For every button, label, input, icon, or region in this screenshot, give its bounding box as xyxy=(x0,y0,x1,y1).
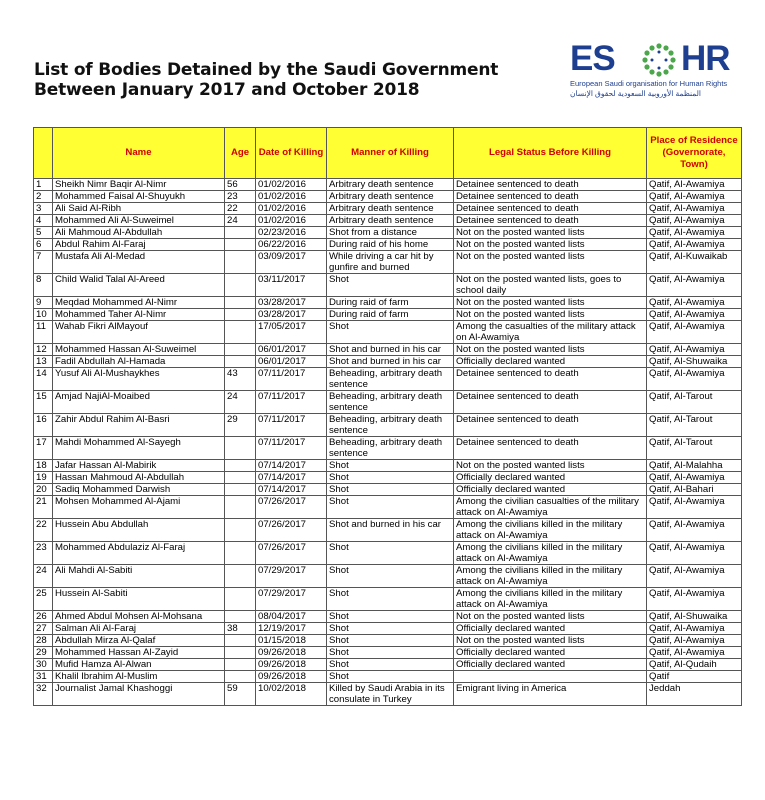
cell-age: 23 xyxy=(225,191,256,203)
table-row xyxy=(34,309,742,321)
cell-date: 08/04/2017 xyxy=(256,611,327,623)
cell-age xyxy=(225,321,256,344)
cell-number: 11 xyxy=(34,321,53,344)
cell-status: Not on the posted wanted lists xyxy=(454,297,647,309)
cell-manner: Shot xyxy=(327,635,454,647)
cell-number: 17 xyxy=(34,437,53,460)
cell-number: 30 xyxy=(34,659,53,671)
cell-place: Qatif, Al-Shuwaika xyxy=(647,611,742,623)
cell-age: 22 xyxy=(225,203,256,215)
cell-date: 01/15/2018 xyxy=(256,635,327,647)
cell-manner: During raid of farm xyxy=(327,297,454,309)
cell-age xyxy=(225,659,256,671)
cell-status: Officially declared wanted xyxy=(454,484,647,496)
cell-manner: Shot and burned in his car xyxy=(327,519,454,542)
cell-number: 19 xyxy=(34,472,53,484)
cell-place: Qatif, Al-Awamiya xyxy=(647,542,742,565)
table-row xyxy=(34,437,742,460)
cell-manner: Shot xyxy=(327,659,454,671)
cell-name: Abdullah Mirza Al-Qalaf xyxy=(53,635,225,647)
cell-status: Officially declared wanted xyxy=(454,472,647,484)
cell-place: Qatif, Al-Awamiya xyxy=(647,472,742,484)
cell-name: Mohsen Mohammed Al-Ajami xyxy=(53,496,225,519)
table-row xyxy=(34,391,742,414)
cell-date: 02/23/2016 xyxy=(256,227,327,239)
cell-age xyxy=(225,227,256,239)
cell-status: Among the civilians killed in the military attack on Al-Awamiya xyxy=(454,565,647,588)
table-row xyxy=(34,472,742,484)
cell-age: 56 xyxy=(225,179,256,191)
cell-manner: Shot xyxy=(327,484,454,496)
cell-place: Qatif, Al-Tarout xyxy=(647,414,742,437)
cell-manner: Arbitrary death sentence xyxy=(327,179,454,191)
cell-age xyxy=(225,344,256,356)
cell-manner: Shot xyxy=(327,623,454,635)
cell-manner: Shot xyxy=(327,472,454,484)
cell-age: 38 xyxy=(225,623,256,635)
header-date: Date of Killing xyxy=(256,128,327,179)
cell-name: Salman Ali Al-Faraj xyxy=(53,623,225,635)
cell-age xyxy=(225,251,256,274)
header-number xyxy=(34,128,53,179)
cell-manner: Shot xyxy=(327,542,454,565)
cell-status: Detainee sentenced to death xyxy=(454,203,647,215)
cell-status: Not on the posted wanted lists xyxy=(454,251,647,274)
cell-status: Not on the posted wanted lists xyxy=(454,611,647,623)
table-row xyxy=(34,227,742,239)
cell-number: 7 xyxy=(34,251,53,274)
cell-number: 20 xyxy=(34,484,53,496)
cell-manner: Shot xyxy=(327,671,454,683)
cell-date: 17/05/2017 xyxy=(256,321,327,344)
cell-name: Yusuf Ali Al-Mushaykhes xyxy=(53,368,225,391)
cell-age xyxy=(225,565,256,588)
table-row xyxy=(34,414,742,437)
cell-number: 29 xyxy=(34,647,53,659)
cell-age xyxy=(225,460,256,472)
cell-status: Detainee sentenced to death xyxy=(454,215,647,227)
cell-number: 21 xyxy=(34,496,53,519)
cell-status: Emigrant living in America xyxy=(454,683,647,706)
header-manner: Manner of Killing xyxy=(327,128,454,179)
cell-number: 14 xyxy=(34,368,53,391)
cell-number: 8 xyxy=(34,274,53,297)
cell-number: 16 xyxy=(34,414,53,437)
cell-name: Mohammed Faisal Al-Shuyukh xyxy=(53,191,225,203)
cell-manner: Shot and burned in his car xyxy=(327,356,454,368)
cell-number: 15 xyxy=(34,391,53,414)
bodies-table xyxy=(33,127,742,706)
cell-name: Sheikh Nimr Baqir Al-Nimr xyxy=(53,179,225,191)
cell-place: Qatif, Al-Awamiya xyxy=(647,368,742,391)
cell-place: Qatif, Al-Awamiya xyxy=(647,635,742,647)
table-row xyxy=(34,659,742,671)
cell-manner: Beheading, arbitrary death sentence xyxy=(327,391,454,414)
logo-wordmark xyxy=(570,40,742,78)
cell-manner: During raid of farm xyxy=(327,309,454,321)
cell-name: Amjad NajiAl-Moaibed xyxy=(53,391,225,414)
cell-status: Officially declared wanted xyxy=(454,623,647,635)
cell-manner: Arbitrary death sentence xyxy=(327,215,454,227)
cell-manner: Shot xyxy=(327,321,454,344)
cell-place: Qatif, Al-Tarout xyxy=(647,437,742,460)
table-row xyxy=(34,635,742,647)
cell-place: Qatif, Al-Awamiya xyxy=(647,239,742,251)
cell-manner: Killed by Saudi Arabia in its consulate in Turkey xyxy=(327,683,454,706)
cell-name: Fadil Abdullah Al-Hamada xyxy=(53,356,225,368)
table-header-row xyxy=(34,128,742,179)
cell-date: 07/14/2017 xyxy=(256,460,327,472)
cell-name: Ahmed Abdul Mohsen Al-Mohsana xyxy=(53,611,225,623)
cell-place: Qatif, Al-Awamiya xyxy=(647,179,742,191)
cell-manner: Shot and burned in his car xyxy=(327,344,454,356)
cell-age: 24 xyxy=(225,215,256,227)
cell-place: Qatif, Al-Awamiya xyxy=(647,519,742,542)
cell-age xyxy=(225,274,256,297)
table-row xyxy=(34,239,742,251)
cell-name: Child Walid Talal Al-Areed xyxy=(53,274,225,297)
cell-age xyxy=(225,309,256,321)
cell-number: 26 xyxy=(34,611,53,623)
table-row xyxy=(34,588,742,611)
cell-date: 09/26/2018 xyxy=(256,659,327,671)
cell-date: 01/02/2016 xyxy=(256,203,327,215)
table-row xyxy=(34,671,742,683)
cell-status xyxy=(454,671,647,683)
cell-status: Not on the posted wanted lists xyxy=(454,239,647,251)
cell-date: 03/28/2017 xyxy=(256,297,327,309)
cell-date: 06/01/2017 xyxy=(256,356,327,368)
cell-status: Among the civilians killed in the military attack on Al-Awamiya xyxy=(454,588,647,611)
table-row xyxy=(34,611,742,623)
cell-place: Qatif, Al-Kuwaikab xyxy=(647,251,742,274)
cell-status: Among the civilians killed in the military attack on Al-Awamiya xyxy=(454,542,647,565)
cell-status: Not on the posted wanted lists xyxy=(454,635,647,647)
cell-age: 43 xyxy=(225,368,256,391)
logo-subtitle: European Saudi organisation for Human Rights xyxy=(570,79,728,88)
table-row xyxy=(34,191,742,203)
cell-status: Officially declared wanted xyxy=(454,659,647,671)
cell-place: Qatif, Al-Awamiya xyxy=(647,321,742,344)
cell-manner: Shot xyxy=(327,274,454,297)
cell-number: 23 xyxy=(34,542,53,565)
cell-age xyxy=(225,542,256,565)
table-row xyxy=(34,251,742,274)
cell-number: 22 xyxy=(34,519,53,542)
cell-age xyxy=(225,356,256,368)
title-line-1: List of Bodies Detained by the Saudi Government xyxy=(34,60,499,80)
cell-number: 13 xyxy=(34,356,53,368)
cell-status: Detainee sentenced to death xyxy=(454,437,647,460)
cell-name: Meqdad Mohammed Al-Nimr xyxy=(53,297,225,309)
header-place: Place of Residence (Governorate, Town) xyxy=(647,128,742,179)
table-row xyxy=(34,321,742,344)
cell-number: 32 xyxy=(34,683,53,706)
cell-place: Qatif, Al-Tarout xyxy=(647,391,742,414)
cell-age: 59 xyxy=(225,683,256,706)
cell-date: 01/02/2016 xyxy=(256,179,327,191)
logo-arabic-subtitle: المنظمة الأوروبية السعودية لحقوق الإنسان xyxy=(570,89,701,98)
cell-age xyxy=(225,519,256,542)
cell-name: Mohammed Ali Al-Suweimel xyxy=(53,215,225,227)
cell-name: Wahab Fikri AlMayouf xyxy=(53,321,225,344)
cell-name: Sadiq Mohammed Darwish xyxy=(53,484,225,496)
cell-name: Journalist Jamal Khashoggi xyxy=(53,683,225,706)
cell-name: Ali Mahmoud Al-Abdullah xyxy=(53,227,225,239)
cell-status: Detainee sentenced to death xyxy=(454,179,647,191)
cell-manner: Arbitrary death sentence xyxy=(327,191,454,203)
cell-date: 07/26/2017 xyxy=(256,496,327,519)
cell-status: Officially declared wanted xyxy=(454,647,647,659)
cell-status: Detainee sentenced to death xyxy=(454,368,647,391)
table-row xyxy=(34,179,742,191)
cell-number: 3 xyxy=(34,203,53,215)
cell-manner: Shot xyxy=(327,588,454,611)
cell-number: 5 xyxy=(34,227,53,239)
esohr-logo xyxy=(570,40,742,110)
table-row xyxy=(34,647,742,659)
cell-name: Mohammed Hassan Al-Suweimel xyxy=(53,344,225,356)
cell-name: Ali Said Al-Ribh xyxy=(53,203,225,215)
cell-manner: Beheading, arbitrary death sentence xyxy=(327,414,454,437)
cell-place: Qatif, Al-Awamiya xyxy=(647,309,742,321)
cell-age: 24 xyxy=(225,391,256,414)
cell-number: 10 xyxy=(34,309,53,321)
table-row xyxy=(34,215,742,227)
cell-status: Not on the posted wanted lists xyxy=(454,309,647,321)
cell-date: 07/11/2017 xyxy=(256,368,327,391)
cell-place: Qatif, Al-Awamiya xyxy=(647,623,742,635)
cell-status: Officially declared wanted xyxy=(454,356,647,368)
cell-status: Detainee sentenced to death xyxy=(454,414,647,437)
cell-age xyxy=(225,635,256,647)
cell-manner: Shot xyxy=(327,460,454,472)
cell-name: Ali Mahdi Al-Sabiti xyxy=(53,565,225,588)
cell-place: Qatif, Al-Qudaih xyxy=(647,659,742,671)
table-row xyxy=(34,344,742,356)
cell-number: 6 xyxy=(34,239,53,251)
cell-number: 25 xyxy=(34,588,53,611)
cell-date: 07/26/2017 xyxy=(256,542,327,565)
cell-age xyxy=(225,437,256,460)
cell-name: Mustafa Ali Al-Medad xyxy=(53,251,225,274)
table-row xyxy=(34,623,742,635)
cell-place: Qatif, Al-Awamiya xyxy=(647,191,742,203)
cell-date: 06/22/2016 xyxy=(256,239,327,251)
table-row xyxy=(34,368,742,391)
cell-name: Hussein Abu Abdullah xyxy=(53,519,225,542)
cell-date: 09/26/2018 xyxy=(256,647,327,659)
cell-name: Hussein Al-Sabiti xyxy=(53,588,225,611)
document-title xyxy=(34,60,498,100)
cell-name: Mufid Hamza Al-Alwan xyxy=(53,659,225,671)
cell-date: 07/26/2017 xyxy=(256,519,327,542)
cell-age xyxy=(225,671,256,683)
cell-manner: During raid of his home xyxy=(327,239,454,251)
cell-manner: Shot xyxy=(327,496,454,519)
cell-age xyxy=(225,484,256,496)
table-row xyxy=(34,519,742,542)
cell-date: 12/19/2017 xyxy=(256,623,327,635)
cell-date: 03/09/2017 xyxy=(256,251,327,274)
cell-date: 01/02/2016 xyxy=(256,215,327,227)
cell-status: Not on the posted wanted lists, goes to school daily xyxy=(454,274,647,297)
cell-name: Mahdi Mohammed Al-Sayegh xyxy=(53,437,225,460)
cell-place: Qatif, Al-Awamiya xyxy=(647,203,742,215)
cell-manner: Beheading, arbitrary death sentence xyxy=(327,437,454,460)
cell-date: 07/11/2017 xyxy=(256,414,327,437)
cell-status: Detainee sentenced to death xyxy=(454,391,647,414)
cell-place: Jeddah xyxy=(647,683,742,706)
cell-number: 1 xyxy=(34,179,53,191)
header-name: Name xyxy=(53,128,225,179)
cell-name: Mohammed Abdulaziz Al-Faraj xyxy=(53,542,225,565)
cell-status: Among the civilian casualties of the military attack on Al-Awamiya xyxy=(454,496,647,519)
cell-name: Mohammed Taher Al-Nimr xyxy=(53,309,225,321)
cell-date: 07/14/2017 xyxy=(256,472,327,484)
logo-es: ES xyxy=(570,39,615,78)
header-age: Age xyxy=(225,128,256,179)
table-row xyxy=(34,297,742,309)
cell-manner: Shot xyxy=(327,647,454,659)
cell-date: 06/01/2017 xyxy=(256,344,327,356)
header-status: Legal Status Before Killing xyxy=(454,128,647,179)
cell-status: Not on the posted wanted lists xyxy=(454,227,647,239)
cell-name: Abdul Rahim Al-Faraj xyxy=(53,239,225,251)
cell-place: Qatif, Al-Awamiya xyxy=(647,647,742,659)
cell-number: 18 xyxy=(34,460,53,472)
cell-manner: While driving a car hit by gunfire and burned xyxy=(327,251,454,274)
cell-place: Qatif, Al-Awamiya xyxy=(647,344,742,356)
cell-age: 29 xyxy=(225,414,256,437)
table-row xyxy=(34,496,742,519)
cell-place: Qatif xyxy=(647,671,742,683)
cell-status: Among the casualties of the military attack on Al-Awamiya xyxy=(454,321,647,344)
table-row xyxy=(34,542,742,565)
cell-place: Qatif, Al-Awamiya xyxy=(647,227,742,239)
cell-date: 03/11/2017 xyxy=(256,274,327,297)
cell-number: 28 xyxy=(34,635,53,647)
cell-place: Qatif, Al-Malahha xyxy=(647,460,742,472)
cell-name: Hassan Mahmoud Al-Abdullah xyxy=(53,472,225,484)
cell-age xyxy=(225,647,256,659)
cell-manner: Shot xyxy=(327,611,454,623)
cell-manner: Arbitrary death sentence xyxy=(327,203,454,215)
cell-place: Qatif, Al-Shuwaika xyxy=(647,356,742,368)
cell-place: Qatif, Al-Awamiya xyxy=(647,297,742,309)
cell-place: Qatif, Al-Bahari xyxy=(647,484,742,496)
cell-date: 07/11/2017 xyxy=(256,437,327,460)
cell-date: 09/26/2018 xyxy=(256,671,327,683)
table-row xyxy=(34,274,742,297)
cell-date: 07/29/2017 xyxy=(256,565,327,588)
cell-place: Qatif, Al-Awamiya xyxy=(647,565,742,588)
cell-place: Qatif, Al-Awamiya xyxy=(647,215,742,227)
cell-age xyxy=(225,496,256,519)
cell-date: 01/02/2016 xyxy=(256,191,327,203)
cell-status: Not on the posted wanted lists xyxy=(454,344,647,356)
cell-name: Zahir Abdul Rahim Al-Basri xyxy=(53,414,225,437)
cell-number: 31 xyxy=(34,671,53,683)
cell-manner: Shot xyxy=(327,565,454,588)
cell-age xyxy=(225,472,256,484)
cell-age xyxy=(225,588,256,611)
cell-name: Khalil Ibrahim Al-Muslim xyxy=(53,671,225,683)
cell-name: Jafar Hassan Al-Mabirik xyxy=(53,460,225,472)
logo-hr: HR xyxy=(681,39,730,78)
table-row xyxy=(34,356,742,368)
cell-date: 07/29/2017 xyxy=(256,588,327,611)
star-circle-icon xyxy=(642,43,676,77)
cell-date: 03/28/2017 xyxy=(256,309,327,321)
table-row xyxy=(34,565,742,588)
cell-number: 4 xyxy=(34,215,53,227)
cell-manner: Shot from a distance xyxy=(327,227,454,239)
title-line-2: Between January 2017 and October 2018 xyxy=(34,80,420,100)
cell-manner: Beheading, arbitrary death sentence xyxy=(327,368,454,391)
cell-date: 07/14/2017 xyxy=(256,484,327,496)
cell-number: 2 xyxy=(34,191,53,203)
cell-age xyxy=(225,297,256,309)
cell-place: Qatif, Al-Awamiya xyxy=(647,274,742,297)
table-row xyxy=(34,683,742,706)
cell-status: Among the civilians killed in the military attack on Al-Awamiya xyxy=(454,519,647,542)
cell-age xyxy=(225,239,256,251)
table-row xyxy=(34,460,742,472)
cell-number: 12 xyxy=(34,344,53,356)
cell-age xyxy=(225,611,256,623)
cell-status: Not on the posted wanted lists xyxy=(454,460,647,472)
cell-date: 10/02/2018 xyxy=(256,683,327,706)
cell-number: 9 xyxy=(34,297,53,309)
table-row xyxy=(34,203,742,215)
cell-number: 24 xyxy=(34,565,53,588)
cell-place: Qatif, Al-Awamiya xyxy=(647,588,742,611)
cell-place: Qatif, Al-Awamiya xyxy=(647,496,742,519)
cell-date: 07/11/2017 xyxy=(256,391,327,414)
cell-status: Detainee sentenced to death xyxy=(454,191,647,203)
cell-number: 27 xyxy=(34,623,53,635)
table-row xyxy=(34,484,742,496)
cell-name: Mohammed Hassan Al-Zayid xyxy=(53,647,225,659)
